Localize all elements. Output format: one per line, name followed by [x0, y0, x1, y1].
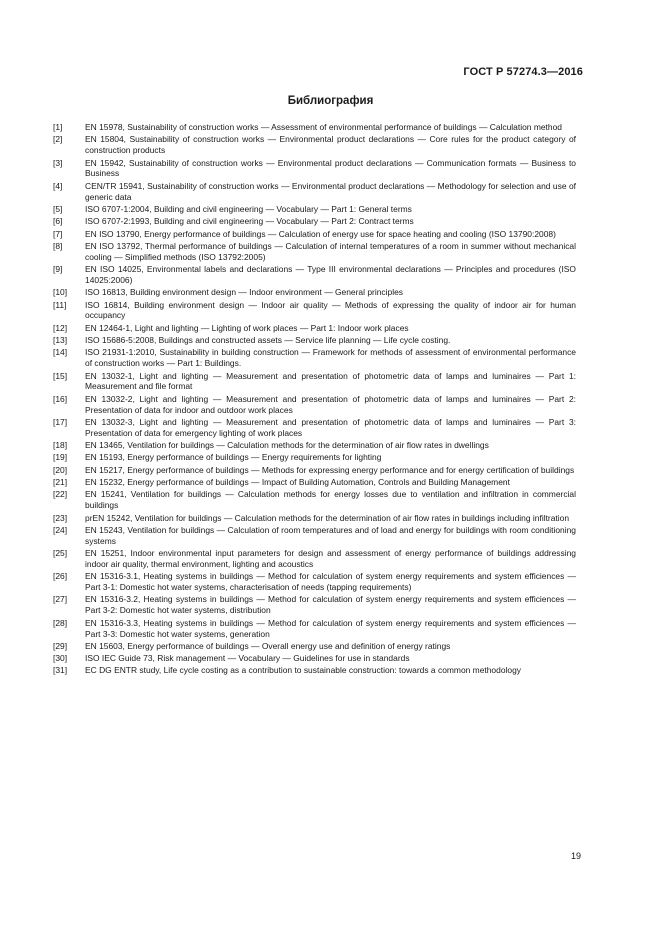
reference-number: [22]	[53, 489, 68, 500]
reference-item	[53, 452, 576, 463]
reference-item	[53, 264, 576, 286]
reference-item	[53, 300, 576, 322]
reference-number: [11]	[53, 299, 67, 310]
reference-item	[53, 204, 576, 215]
reference-number: [16]	[53, 393, 68, 404]
reference-text: EN 15978, Sustainability of construction works — Assessment of environmental performance of buildings — Calculation method	[85, 122, 562, 132]
reference-item	[53, 641, 576, 652]
reference-text: EN 15251, Indoor environmental input parameters for design and assessment of energy performance of buildings addressing indoor air quality, thermal environment, lighting and acoustics	[85, 548, 576, 569]
reference-item	[53, 525, 576, 547]
reference-text: EN 15316-3.3, Heating systems in buildings — Method for calculation of system energy requirements and system efficiences — Part 3-3: Domestic hot water systems, generation	[85, 617, 576, 639]
reference-text: EN ISO 14025, Environmental labels and declarations — Type III environmental declarations — Principles and procedures (ISO 14025:2006)	[85, 264, 576, 285]
reference-text: EN 13032-2, Light and lighting — Measurement and presentation of photometric data of lamps and luminaires — Part 2: Presentation of data for indoor and outdoor work places	[85, 393, 576, 415]
reference-item	[53, 489, 576, 511]
reference-text: ISO 21931-1:2010, Sustainability in building construction — Framework for methods of assessment of environmental performance of construction works — Part 1: Buildings.	[85, 347, 576, 369]
reference-item	[53, 653, 576, 664]
reference-text: ISO 16813, Building environment design — Indoor environment — General principles	[85, 287, 403, 298]
reference-item	[53, 229, 576, 240]
reference-text: EN 13032-1, Light and lighting — Measurement and presentation of photometric data of lamps and luminaires — Part 1: Measurement and file format	[85, 370, 576, 392]
reference-number: [12]	[53, 322, 68, 333]
reference-item	[53, 122, 576, 133]
reference-number: [4]	[53, 180, 63, 191]
reference-number: [19]	[53, 452, 68, 463]
reference-text: EN ISO 13792, Thermal performance of buildings — Calculation of internal temperatures of a room in summer without mechanical cooling — Simplified methods (ISO 13792:2005)	[85, 240, 576, 262]
bibliography-title: Библиография	[287, 95, 374, 107]
reference-item	[53, 665, 576, 676]
reference-number: [25]	[53, 548, 68, 558]
reference-text: EN 15316-3.1, Heating systems in buildings — Method for calculation of system energy requirements and system efficiences — Part 3-1: Domestic hot water systems, characterisation of needs (tapping requirements)	[85, 571, 576, 593]
reference-text: ISO 6707-1:2004, Building and civil engineering — Vocabulary — Part 1: General terms	[85, 203, 412, 214]
reference-text: ISO 6707-2:1993, Building and civil engineering — Vocabulary — Part 2: Contract terms	[85, 216, 414, 227]
reference-number: [13]	[53, 335, 68, 345]
reference-text: EN 15217, Energy performance of buildings — Methods for expressing energy performance and for energy certification of buildings	[85, 464, 575, 475]
reference-text: EN 13465, Ventilation for buildings — Calculation methods for the determination of air flow rates in dwellings	[85, 440, 489, 451]
reference-number: [29]	[53, 640, 68, 651]
reference-item	[53, 618, 576, 640]
reference-text: CEN/TR 15941, Sustainability of construction works — Environmental product declarations — Methodology for selection and use of generic data	[85, 180, 576, 202]
reference-item	[53, 571, 576, 593]
reference-item	[53, 158, 576, 180]
reference-text: ISO 16814, Building environment design — Indoor air quality — Methods of expressing the quality of indoor air for human occupancy	[85, 299, 576, 321]
reference-text: EN 15804, Sustainability of construction works — Environmental product declarations — Core rules for the product category of construction products	[85, 134, 576, 156]
reference-number: [21]	[53, 477, 68, 487]
reference-text: EN ISO 13790, Energy performance of buildings — Calculation of energy use for space heating and cooling (ISO 13790:2008)	[85, 228, 556, 239]
page-number: 19	[570, 851, 581, 861]
reference-number: [27]	[53, 594, 68, 605]
reference-number: [23]	[53, 512, 68, 523]
reference-item	[53, 440, 576, 451]
reference-number: [8]	[53, 240, 63, 251]
reference-text: ISO IEC Guide 73, Risk management — Vocabulary — Guidelines for use in standards	[85, 653, 410, 664]
reference-number: [17]	[53, 416, 68, 427]
reference-text: EN 15243, Ventilation for buildings — Calculation of room temperatures and of load and energy for buildings with room conditioning systems	[85, 524, 576, 546]
reference-number: [9]	[53, 264, 63, 274]
reference-text: EN 12464-1, Light and lighting — Lighting of work places — Part 1: Indoor work places	[85, 322, 409, 333]
reference-item	[53, 287, 576, 298]
reference-number: [30]	[53, 653, 68, 664]
reference-item	[53, 347, 576, 369]
reference-item	[53, 465, 576, 476]
reference-text: prEN 15242, Ventilation for buildings — Calculation methods for the determination of air flow rates in buildings including infiltration	[85, 512, 570, 523]
reference-item	[53, 371, 576, 393]
reference-number: [5]	[53, 203, 63, 214]
reference-number: [24]	[53, 524, 68, 535]
reference-list	[53, 122, 576, 678]
reference-number: [6]	[53, 216, 63, 227]
reference-item	[53, 477, 576, 488]
reference-number: [20]	[53, 464, 68, 475]
reference-item	[53, 181, 576, 203]
reference-text: EN 15603, Energy performance of buildings — Overall energy use and definition of energy ratings	[85, 640, 451, 651]
reference-item	[53, 216, 576, 227]
reference-text: EN 15942, Sustainability of construction works — Environmental product declarations — Communication formats — Business to Business	[85, 157, 576, 179]
reference-text: EN 15316-3.2, Heating systems in buildings — Method for calculation of system energy requirements and system efficiences — Part 3-2: Domestic hot water systems, distribution	[85, 594, 576, 616]
reference-number: [15]	[53, 370, 68, 381]
document-code: ГОСТ Р 57274.3—2016	[463, 66, 583, 78]
reference-text: ISO 15686-5:2008, Buildings and constructed assets — Service life planning — Life cycle costing.	[85, 335, 451, 345]
reference-number: [28]	[53, 617, 68, 628]
reference-number: [31]	[53, 665, 68, 676]
reference-number: [26]	[53, 571, 68, 582]
reference-item	[53, 335, 576, 346]
reference-item	[53, 513, 576, 524]
reference-text: EN 15232, Energy performance of buildings — Impact of Building Automation, Controls and Building Management	[85, 477, 510, 487]
reference-item	[53, 134, 576, 156]
reference-item	[53, 241, 576, 263]
reference-text: EN 15241, Ventilation for buildings — Calculation methods for energy losses due to ventilation and infiltration in commercial buildings	[85, 489, 576, 511]
reference-number: [2]	[53, 134, 63, 145]
reference-text: EN 15193, Energy performance of buildings — Energy requirements for lighting	[85, 452, 382, 463]
reference-number: [18]	[53, 440, 68, 451]
reference-text: EN 13032-3, Light and lighting — Measurement and presentation of photometric data of lamps and luminaires — Part 3: Presentation of data for emergency lighting of work places	[85, 416, 576, 438]
reference-number: [3]	[53, 157, 63, 168]
reference-number: [7]	[53, 228, 63, 239]
reference-item	[53, 394, 576, 416]
reference-item	[53, 323, 576, 334]
reference-item	[53, 594, 576, 616]
reference-number: [14]	[53, 347, 68, 358]
reference-text: EC DG ENTR study, Life cycle costing as a contribution to sustainable construction: towards a common methodology	[85, 665, 521, 676]
reference-item	[53, 417, 576, 439]
reference-item	[53, 548, 576, 570]
reference-number: [1]	[53, 122, 63, 132]
reference-number: [10]	[53, 287, 68, 298]
